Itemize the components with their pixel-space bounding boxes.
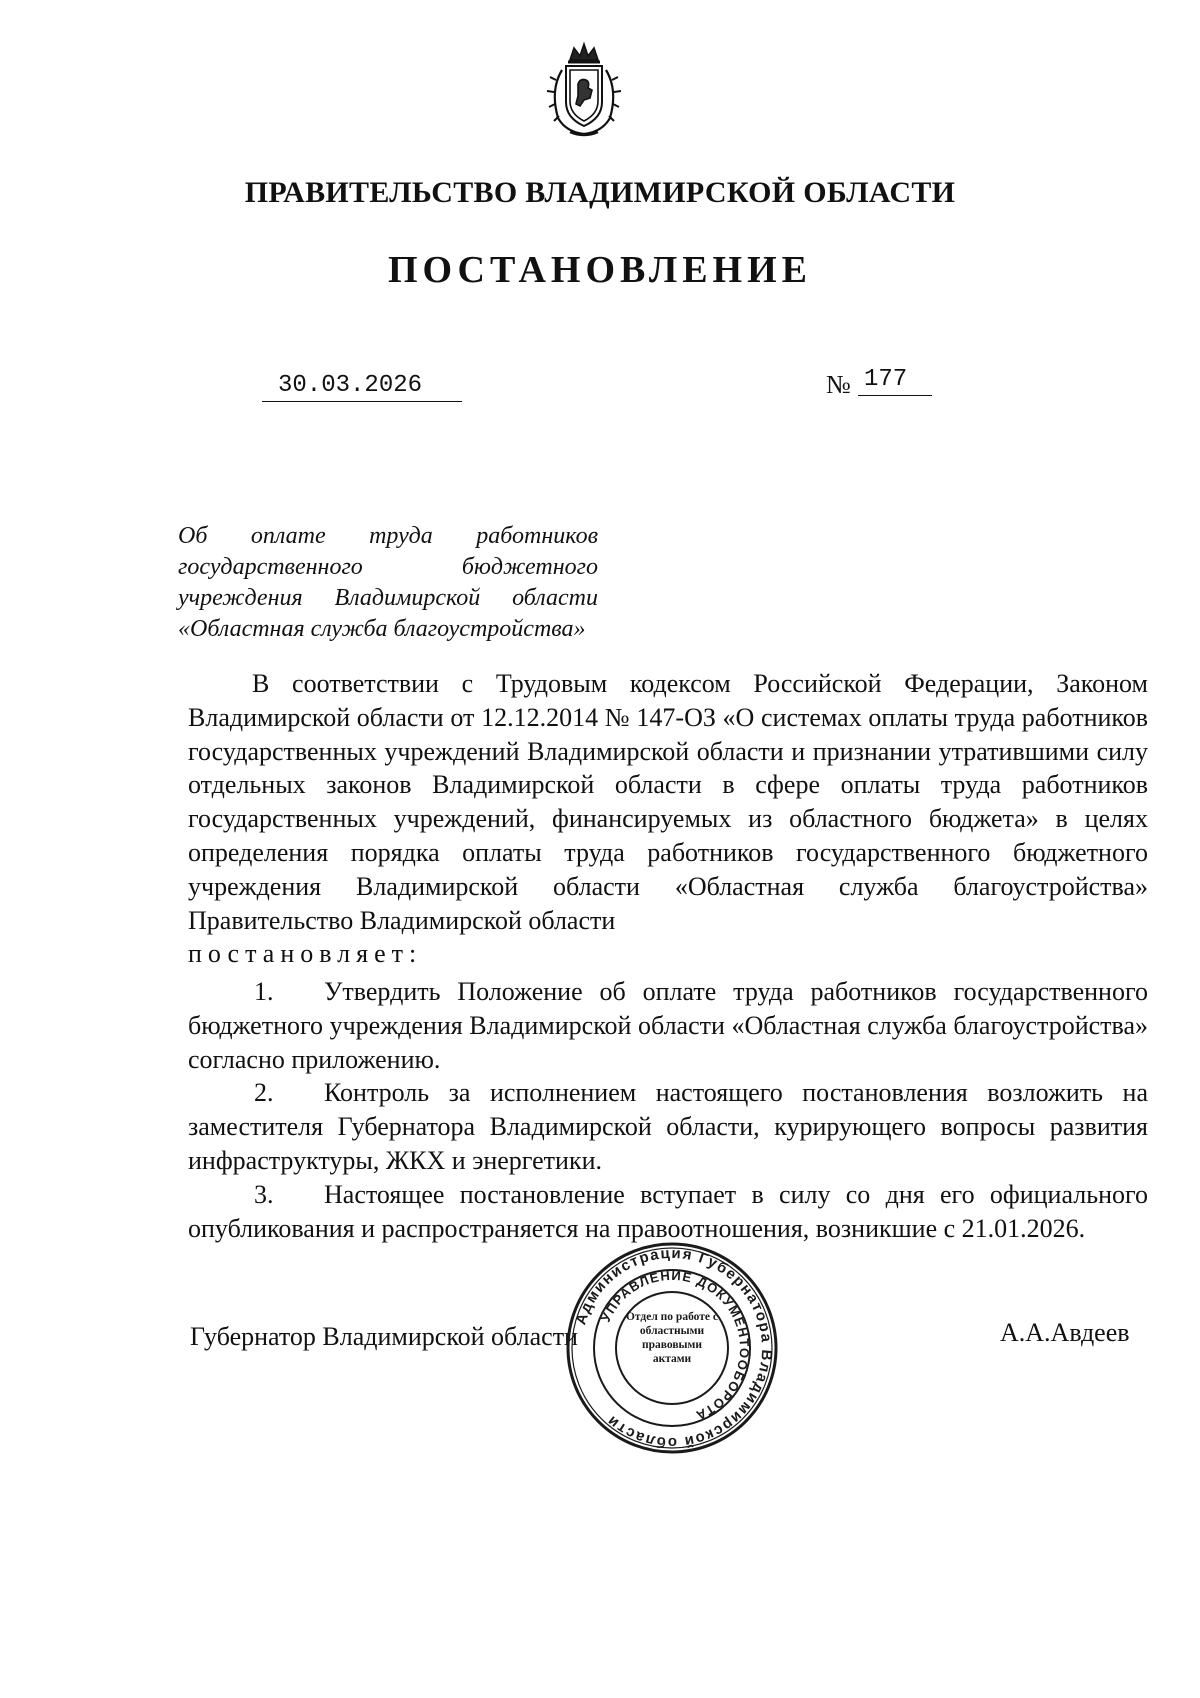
subject-line: Об оплате труда работников bbox=[178, 523, 598, 549]
government-title: ПРАВИТЕЛЬСТВО ВЛАДИМИРСКОЙ ОБЛАСТИ bbox=[244, 176, 956, 209]
signatory-name: А.А.Авдеев bbox=[1000, 1318, 1130, 1347]
seal-inner-text: УПРАВЛЕНИЕ ДОКУМЕНТООБОРОТА bbox=[597, 1267, 753, 1424]
preamble bbox=[188, 667, 1148, 971]
item-text: Контроль за исполнением настоящего постановления возложить на заместителя Губернатора Владимирской области, курирующего вопросы развития инфраструктуры, ЖКХ и энергетики. bbox=[188, 1078, 1148, 1175]
decree-items bbox=[188, 975, 1148, 1245]
official-seal-stamp bbox=[562, 1238, 782, 1458]
decree-number: 177 bbox=[858, 366, 932, 396]
subject-line: государственного бюджетного bbox=[178, 554, 598, 580]
resolves-word: постановляет: bbox=[188, 939, 423, 969]
number-sign: № bbox=[826, 370, 851, 399]
list-item bbox=[188, 1076, 1148, 1177]
list-item bbox=[188, 1178, 1148, 1246]
preamble-text: В соответствии с Трудовым кодексом Российской Федерации, Законом Владимирской области от 12.12.2014 № 147-ОЗ «О системах оплаты труда работников государственных учреждений Владимирской области и признании утратившими силу отдельных законов Владимирской области в сфере оплаты труда работников государственных учреждений, финансируемых из областного бюджета» в целях определения порядка оплаты труда работников государственного бюджетного учреждения Владимирской области «Областная служба благоустройства» Правительство Владимирской области bbox=[188, 669, 1148, 935]
seal-outer-text: Администрация Губернатора Владимирской области bbox=[572, 1244, 776, 1452]
list-item bbox=[188, 975, 1148, 1076]
seal-center-text: Отдел по работе с областными правовыми актами bbox=[625, 1311, 719, 1365]
item-number: 3. bbox=[254, 1179, 274, 1209]
subject-line: учреждения Владимирской области bbox=[178, 585, 598, 611]
item-number: 2. bbox=[254, 1078, 274, 1108]
item-text: Утвердить Положение об оплате труда работников государственного бюджетного учреждения Владимирской области «Областная служба благоустройства» согласно приложению. bbox=[188, 977, 1148, 1074]
item-text: Настоящее постановление вступает в силу со дня его официального опубликования и распространяется на правоотношения, возникшие с 21.01.2026. bbox=[188, 1179, 1148, 1243]
decree-subject bbox=[178, 521, 598, 645]
subject-line: «Областная служба благоустройства» bbox=[178, 616, 586, 642]
decree-date: 30.03.2026 bbox=[262, 372, 462, 402]
item-number: 1. bbox=[254, 977, 274, 1006]
document-type-title: ПОСТАНОВЛЕНИЕ bbox=[387, 249, 813, 291]
signatory-position: Губернатор Владимирской области bbox=[190, 1322, 578, 1351]
coat-of-arms-emblem bbox=[540, 40, 628, 140]
